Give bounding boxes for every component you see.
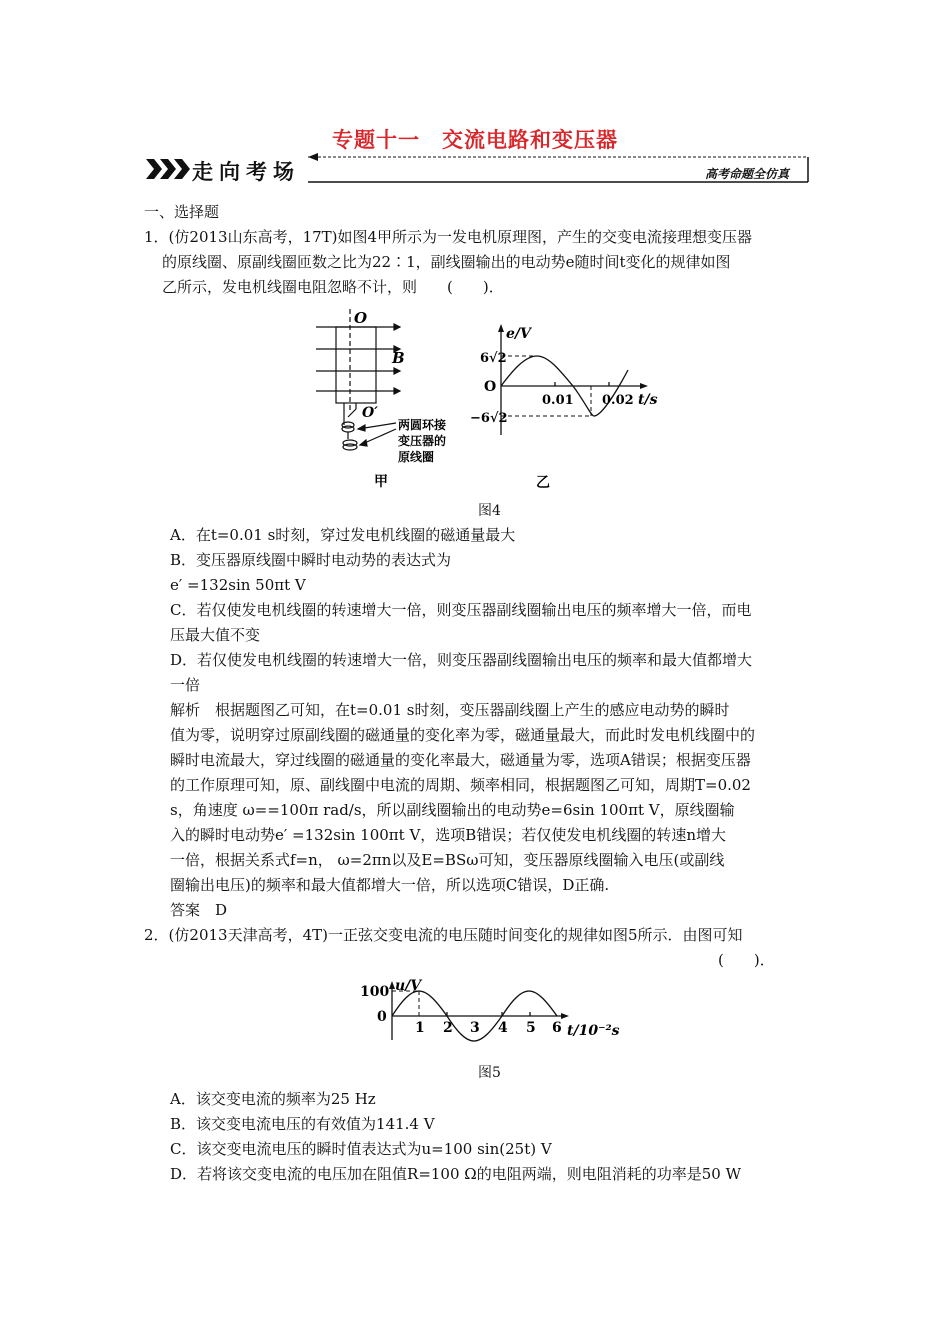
u-origin-label: 0: [377, 1009, 387, 1025]
x-tick-1: 0.01: [542, 393, 574, 408]
q1-line-3: 乙所示，发电机线圈电阻忽略不计，则 ( )．: [162, 278, 504, 296]
y-pos-label: 6√2: [480, 351, 507, 366]
t-tick-4: 4: [498, 1020, 508, 1036]
figure-5-caption: 图5: [478, 1065, 501, 1081]
chevron-arrows-icon: [146, 159, 190, 179]
figure-4-caption: 图4: [478, 503, 501, 519]
t-tick-1: 1: [415, 1020, 425, 1036]
label-b: B: [392, 349, 405, 367]
generator-diagram: [308, 305, 473, 495]
q1-analysis-5: s，角速度 ω==100π rad/s，所以副线圈输出的电动势e=6sin 100πt V，原线圈输: [170, 801, 735, 819]
t-tick-6: 6: [552, 1020, 562, 1036]
q2-option-b: B．该交变电流电压的有效值为141.4 V: [170, 1115, 435, 1133]
note-line-1: 两圆环接: [398, 418, 447, 432]
x-tick-2: 0.02: [602, 393, 634, 408]
note-line-3: 原线圈: [398, 450, 435, 464]
q1-answer: 答案 D: [170, 901, 228, 919]
q1-line-2: 的原线圈、原副线圈匝数之比为22∶1，副线圈输出的电动势e随时间t变化的规律如图: [162, 253, 731, 271]
x-axis-label: t/s: [638, 392, 658, 408]
q1-option-c-cont: 压最大值不变: [170, 626, 261, 644]
q1-option-d: D．若仅使发电机线圈的转速增大一倍，则变压器副线圈输出电压的频率和最大值都增大: [170, 651, 753, 669]
caption-jia: 甲: [374, 474, 388, 490]
q1-analysis-2: 值为零，说明穿过原副线圈的磁通量的变化率为零，磁通量最大，而此时发电机线圈中的: [170, 726, 756, 744]
q2-option-a: A．该交变电流的频率为25 Hz: [170, 1090, 376, 1108]
q2-option-c: C．该交变电流电压的瞬时值表达式为u=100 sin(25t) V: [170, 1140, 552, 1158]
q1-option-b: B．变压器原线圈中瞬时电动势的表达式为: [170, 551, 452, 569]
banner-title: 走向考场: [192, 159, 300, 184]
page-title: 专题十一 交流电路和变压器: [332, 127, 618, 152]
section-heading: 一、选择题: [144, 203, 220, 221]
banner-subtitle: 高考命题全仿真: [705, 167, 790, 181]
q1-analysis-3: 瞬时电流最大，穿过线圈的磁通量的变化率最大，磁通量为零，选项A错误；根据变压器: [170, 751, 751, 769]
q1-analysis-1: 解析 根据题图乙可知，在t=0.01 s时刻，变压器副线圈上产生的感应电动势的瞬时: [170, 701, 730, 719]
note-line-2: 变压器的: [398, 434, 447, 448]
emf-graph: [470, 320, 670, 496]
voltage-graph: [355, 978, 625, 1056]
label-o-prime: O′: [362, 405, 378, 421]
q1-option-d-cont: 一倍: [170, 676, 201, 694]
t-tick-3: 3: [470, 1020, 480, 1036]
t-tick-2: 2: [443, 1020, 453, 1036]
q1-analysis-7: 一倍，根据关系式f=n， ω=2πn以及E=BSω可知，变压器原线圈输入电压(或副线: [170, 851, 725, 869]
q1-option-c: C．若仅使发电机线圈的转速增大一倍，则变压器副线圈输出电压的频率增大一倍，而电: [170, 601, 752, 619]
q2-line-1: 2．(仿2013天津高考，4T)一正弦交变电流的电压随时间变化的规律如图5所示．由图可知: [144, 926, 743, 944]
q1-analysis-8: 圈输出电压)的频率和最大值都增大一倍，所以选项C错误，D正确.: [170, 876, 610, 894]
y-axis-label: e/V: [506, 326, 531, 342]
q2-option-d: D．若将该交变电流的电压加在阻值R=100 Ω的电阻两端，则电阻消耗的功率是50 W: [170, 1165, 741, 1183]
label-o: O: [354, 309, 368, 327]
t-axis-label: t/10⁻²s: [567, 1023, 620, 1039]
u-axis-label: u/V: [395, 978, 422, 994]
y-neg-label: −6√2: [470, 411, 508, 426]
q2-line-2: ( )．: [718, 951, 775, 969]
origin-label: O: [484, 379, 497, 395]
q1-option-b-formula: e′ =132sin 50πt V: [170, 576, 306, 594]
q1-line-1: 1．(仿2013山东高考，17T)如图4甲所示为一发电机原理图，产生的交变电流接理想变压器: [144, 228, 753, 246]
t-tick-5: 5: [526, 1020, 536, 1036]
q1-analysis-6: 入的瞬时电动势e′ =132sin 100πt V，选项B错误；若仅使发电机线圈的转速n增大: [170, 826, 726, 844]
u-tick-100: 100: [360, 984, 390, 1000]
q1-analysis-4: 的工作原理可知，原、副线圈中电流的周期、频率相同，根据题图乙可知，周期T=0.02: [170, 776, 751, 794]
q1-option-a: A．在t=0.01 s时刻，穿过发电机线圈的磁通量最大: [170, 526, 516, 544]
caption-yi: 乙: [536, 475, 550, 491]
